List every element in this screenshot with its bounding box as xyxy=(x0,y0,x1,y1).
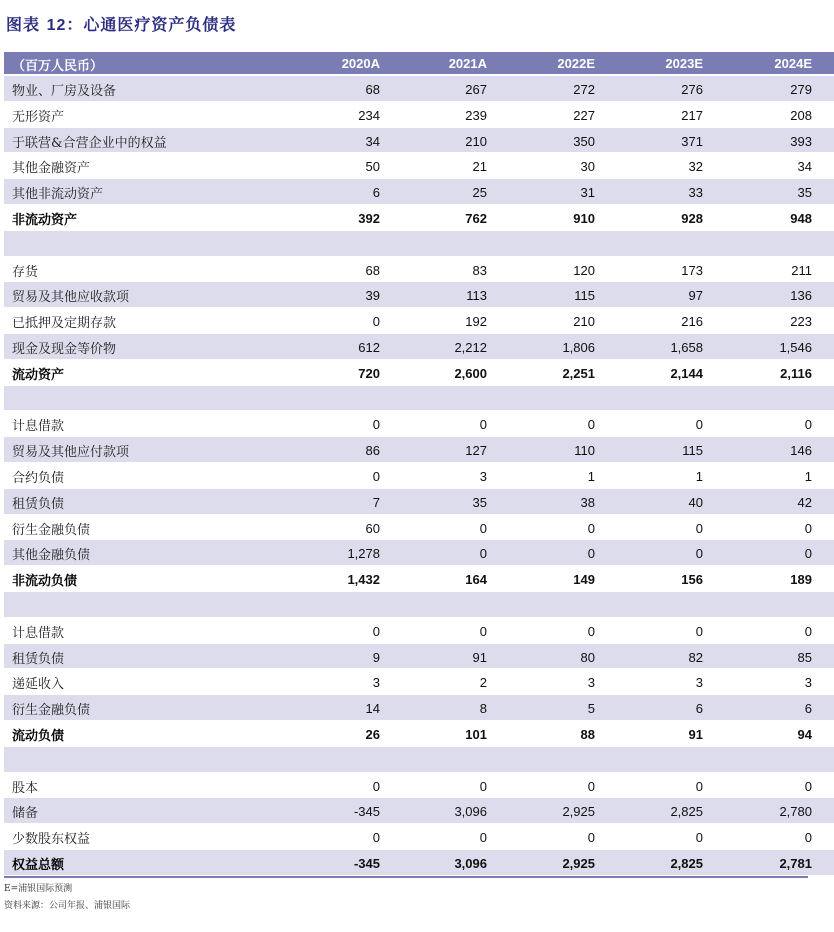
row-label: 流动负债 xyxy=(12,728,65,744)
table-cell: 0 xyxy=(695,623,703,639)
table-cell: 173 xyxy=(681,262,703,278)
table-cell: 0 xyxy=(695,417,703,433)
table-cell: 0 xyxy=(372,778,380,794)
table-row xyxy=(4,102,834,128)
table-cell: 272 xyxy=(573,82,595,97)
table-cell: 7 xyxy=(372,494,380,510)
table-cell: 101 xyxy=(465,726,487,742)
row-label: 衍生金融负债 xyxy=(12,703,91,719)
table-spacer-row xyxy=(4,592,834,618)
row-label: 无形资产 xyxy=(12,109,65,125)
header-year: 2020A xyxy=(341,56,380,71)
row-label: 于联营&合营企业中的权益 xyxy=(12,135,167,151)
header-unit-label: （百万人民币） xyxy=(12,59,104,74)
table-cell: -345 xyxy=(353,804,380,820)
title-prefix: 图表 xyxy=(6,15,41,34)
table-row xyxy=(4,308,834,334)
table-cell: 210 xyxy=(573,314,595,330)
table-cell: 34 xyxy=(365,133,380,149)
table-cell: 115 xyxy=(574,288,595,304)
table-cell: 164 xyxy=(465,572,487,588)
table-cell: 239 xyxy=(465,107,487,123)
table-cell: 720 xyxy=(358,365,380,381)
source-note: 资料来源：公司年报、浦银国际 xyxy=(4,901,131,911)
table-cell: 0 xyxy=(804,778,812,794)
table-row xyxy=(4,463,834,489)
table-cell: 350 xyxy=(573,133,595,149)
table-row xyxy=(4,437,834,463)
table-cell: 2,116 xyxy=(780,365,812,381)
table-cell: 113 xyxy=(466,288,487,304)
table-cell: 3 xyxy=(695,675,703,691)
table-cell: 21 xyxy=(472,159,487,175)
table-cell: 40 xyxy=(688,494,703,510)
table-cell: 762 xyxy=(465,210,487,226)
row-label: 非流动负债 xyxy=(12,574,78,590)
table-cell: 3 xyxy=(372,675,380,691)
table-row xyxy=(4,128,834,154)
table-cell: 267 xyxy=(465,82,487,97)
table-cell: 30 xyxy=(580,159,595,175)
table-cell: 34 xyxy=(797,159,812,175)
table-cell: 2,781 xyxy=(779,855,812,871)
table-cell: 0 xyxy=(804,830,812,846)
table-cell: 208 xyxy=(790,107,812,123)
table-cell: 32 xyxy=(688,159,703,175)
table-spacer-row xyxy=(4,231,834,257)
table-cell: 0 xyxy=(695,778,703,794)
table-cell: 0 xyxy=(587,830,595,846)
table-cell: 25 xyxy=(472,185,487,201)
table-cell: 0 xyxy=(479,623,487,639)
table-cell: 1,658 xyxy=(670,339,703,355)
table-cell: 0 xyxy=(372,468,380,484)
table-cell: 392 xyxy=(358,210,380,226)
table-cell: 2,212 xyxy=(454,339,487,355)
table-cell: 0 xyxy=(479,830,487,846)
table-cell: 1,546 xyxy=(779,339,812,355)
table-row xyxy=(4,566,834,592)
table-cell: 2,825 xyxy=(670,804,703,820)
table-cell: 86 xyxy=(365,443,380,459)
table-cell: 6 xyxy=(804,701,812,717)
table-cell: 928 xyxy=(681,210,703,226)
row-label: 流动资产 xyxy=(12,367,65,383)
table-cell: 276 xyxy=(681,82,703,97)
table-cell: 0 xyxy=(479,546,487,562)
table-cell: 216 xyxy=(681,314,703,330)
table-cell: 0 xyxy=(587,778,595,794)
table-bottom-rule xyxy=(4,876,808,878)
table-row xyxy=(4,618,834,644)
table-cell: 31 xyxy=(580,185,595,201)
table-cell: 2,825 xyxy=(670,855,703,871)
table-cell: 0 xyxy=(479,778,487,794)
table-cell: 35 xyxy=(472,494,487,510)
header-year: 2021A xyxy=(448,56,487,71)
table-cell: 0 xyxy=(479,520,487,536)
table-row xyxy=(4,721,834,747)
table-cell: 192 xyxy=(465,314,487,330)
table-cell: 279 xyxy=(790,82,812,97)
row-label: 少数股东权益 xyxy=(12,832,91,848)
table-row xyxy=(4,205,834,231)
table-cell: 42 xyxy=(797,494,812,510)
table-cell: 910 xyxy=(573,210,595,226)
row-label: 非流动资产 xyxy=(12,212,78,228)
table-row xyxy=(4,695,834,721)
row-label: 其他非流动资产 xyxy=(12,187,104,203)
table-row xyxy=(4,644,834,670)
table-cell: 0 xyxy=(587,520,595,536)
table-cell: 38 xyxy=(580,494,595,510)
table-cell: 14 xyxy=(365,701,380,717)
header-year: 2024E xyxy=(774,56,812,71)
table-cell: 0 xyxy=(372,417,380,433)
table-cell: 223 xyxy=(790,314,812,330)
table-cell: 0 xyxy=(804,520,812,536)
table-cell: 0 xyxy=(587,417,595,433)
row-label: 物业、厂房及设备 xyxy=(12,84,117,99)
table-cell: 0 xyxy=(479,417,487,433)
table-cell: 2,925 xyxy=(562,855,595,871)
table-cell: 1,432 xyxy=(347,572,380,588)
table-cell: 210 xyxy=(465,133,487,149)
row-label: 已抵押及定期存款 xyxy=(12,316,117,332)
table-cell: 2,925 xyxy=(562,804,595,820)
table-cell: 115 xyxy=(682,443,703,459)
row-label: 其他金融资产 xyxy=(12,161,91,177)
table-cell: 371 xyxy=(681,133,703,149)
table-cell: 83 xyxy=(472,262,487,278)
table-cell: 0 xyxy=(587,546,595,562)
table-cell: 68 xyxy=(365,82,380,97)
header-year: 2023E xyxy=(665,56,703,71)
row-label: 计息借款 xyxy=(12,625,65,641)
table-cell: -345 xyxy=(353,855,380,871)
table-cell: 136 xyxy=(790,288,812,304)
table-cell: 26 xyxy=(365,726,380,742)
table-cell: 0 xyxy=(804,623,812,639)
table-cell: 91 xyxy=(688,726,703,742)
balance-sheet-table xyxy=(4,52,834,876)
table-cell: 189 xyxy=(790,572,812,588)
table-cell: 0 xyxy=(372,830,380,846)
row-label: 贸易及其他应收款项 xyxy=(12,290,130,306)
table-row xyxy=(4,360,834,386)
table-cell: 1,806 xyxy=(562,339,595,355)
table-cell: 85 xyxy=(797,649,812,665)
table-cell: 110 xyxy=(574,443,595,459)
table-cell: 0 xyxy=(804,546,812,562)
table-row xyxy=(4,824,834,850)
table-cell: 149 xyxy=(573,572,595,588)
table-row xyxy=(4,153,834,179)
table-cell: 6 xyxy=(695,701,703,717)
table-row xyxy=(4,540,834,566)
table-cell: 948 xyxy=(790,210,812,226)
table-cell: 82 xyxy=(688,649,703,665)
table-cell: 68 xyxy=(365,262,380,278)
table-cell: 35 xyxy=(797,185,812,201)
table-row xyxy=(4,489,834,515)
table-cell: 127 xyxy=(465,443,487,459)
table-cell: 156 xyxy=(681,572,703,588)
table-cell: 1 xyxy=(587,468,595,484)
table-cell: 88 xyxy=(580,726,595,742)
table-cell: 120 xyxy=(573,262,595,278)
table-cell: 0 xyxy=(695,520,703,536)
table-cell: 33 xyxy=(688,185,703,201)
table-spacer-row xyxy=(4,386,834,412)
table-cell: 612 xyxy=(358,339,380,355)
table-header-row xyxy=(4,52,834,76)
table-cell: 8 xyxy=(479,701,487,717)
table-cell: 2,780 xyxy=(779,804,812,820)
row-label: 存货 xyxy=(12,264,39,280)
page-title xyxy=(6,12,236,35)
table-cell: 0 xyxy=(372,314,380,330)
table-cell: 50 xyxy=(365,159,380,175)
table-row xyxy=(4,669,834,695)
row-label: 权益总额 xyxy=(12,857,65,873)
table-row xyxy=(4,76,834,102)
table-cell: 39 xyxy=(365,288,380,304)
table-cell: 2,144 xyxy=(670,365,703,381)
table-cell: 3 xyxy=(587,675,595,691)
table-cell: 80 xyxy=(580,649,595,665)
table-cell: 3,096 xyxy=(454,855,487,871)
table-cell: 94 xyxy=(797,726,812,742)
table-cell: 217 xyxy=(681,107,703,123)
table-cell: 227 xyxy=(573,107,595,123)
table-cell: 146 xyxy=(790,443,812,459)
footnote: E=浦银国际预测 xyxy=(4,884,73,894)
row-label: 现金及现金等价物 xyxy=(12,341,117,357)
row-label: 租赁负债 xyxy=(12,651,65,667)
header-year: 2022E xyxy=(557,56,595,71)
table-cell: 91 xyxy=(472,649,487,665)
row-label: 递延收入 xyxy=(12,677,65,693)
row-label: 股本 xyxy=(12,780,39,796)
table-cell: 6 xyxy=(372,185,380,201)
table-cell: 1 xyxy=(695,468,703,484)
table-row xyxy=(4,773,834,799)
table-cell: 60 xyxy=(365,520,380,536)
table-cell: 0 xyxy=(372,623,380,639)
table-row xyxy=(4,334,834,360)
table-cell: 1 xyxy=(804,468,812,484)
table-cell: 0 xyxy=(695,546,703,562)
row-label: 计息借款 xyxy=(12,419,65,435)
table-cell: 0 xyxy=(804,417,812,433)
table-cell: 5 xyxy=(587,701,595,717)
table-cell: 2,251 xyxy=(562,365,595,381)
row-label: 合约负债 xyxy=(12,470,65,486)
title-text: ：心通医疗资产负债表 xyxy=(66,15,237,34)
title-number: 12 xyxy=(46,17,67,34)
table-row xyxy=(4,282,834,308)
row-label: 衍生金融负债 xyxy=(12,522,91,538)
row-label: 贸易及其他应付款项 xyxy=(12,445,130,461)
table-cell: 2 xyxy=(479,675,487,691)
table-cell: 234 xyxy=(358,107,380,123)
row-label: 储备 xyxy=(12,806,39,822)
row-label: 租赁负债 xyxy=(12,496,65,512)
table-cell: 1,278 xyxy=(347,546,380,562)
table-spacer-row xyxy=(4,747,834,773)
table-cell: 0 xyxy=(587,623,595,639)
table-row xyxy=(4,179,834,205)
table-row xyxy=(4,798,834,824)
table-cell: 97 xyxy=(688,288,703,304)
table-cell: 3 xyxy=(804,675,812,691)
row-label: 其他金融负债 xyxy=(12,548,91,564)
table-cell: 393 xyxy=(790,133,812,149)
table-cell: 3 xyxy=(479,468,487,484)
table-row xyxy=(4,257,834,283)
table-cell: 2,600 xyxy=(454,365,487,381)
table-row xyxy=(4,411,834,437)
table-cell: 3,096 xyxy=(454,804,487,820)
table-row xyxy=(4,515,834,541)
table-cell: 211 xyxy=(791,262,812,278)
table-cell: 0 xyxy=(695,830,703,846)
table-row xyxy=(4,850,834,876)
table-cell: 9 xyxy=(372,649,380,665)
